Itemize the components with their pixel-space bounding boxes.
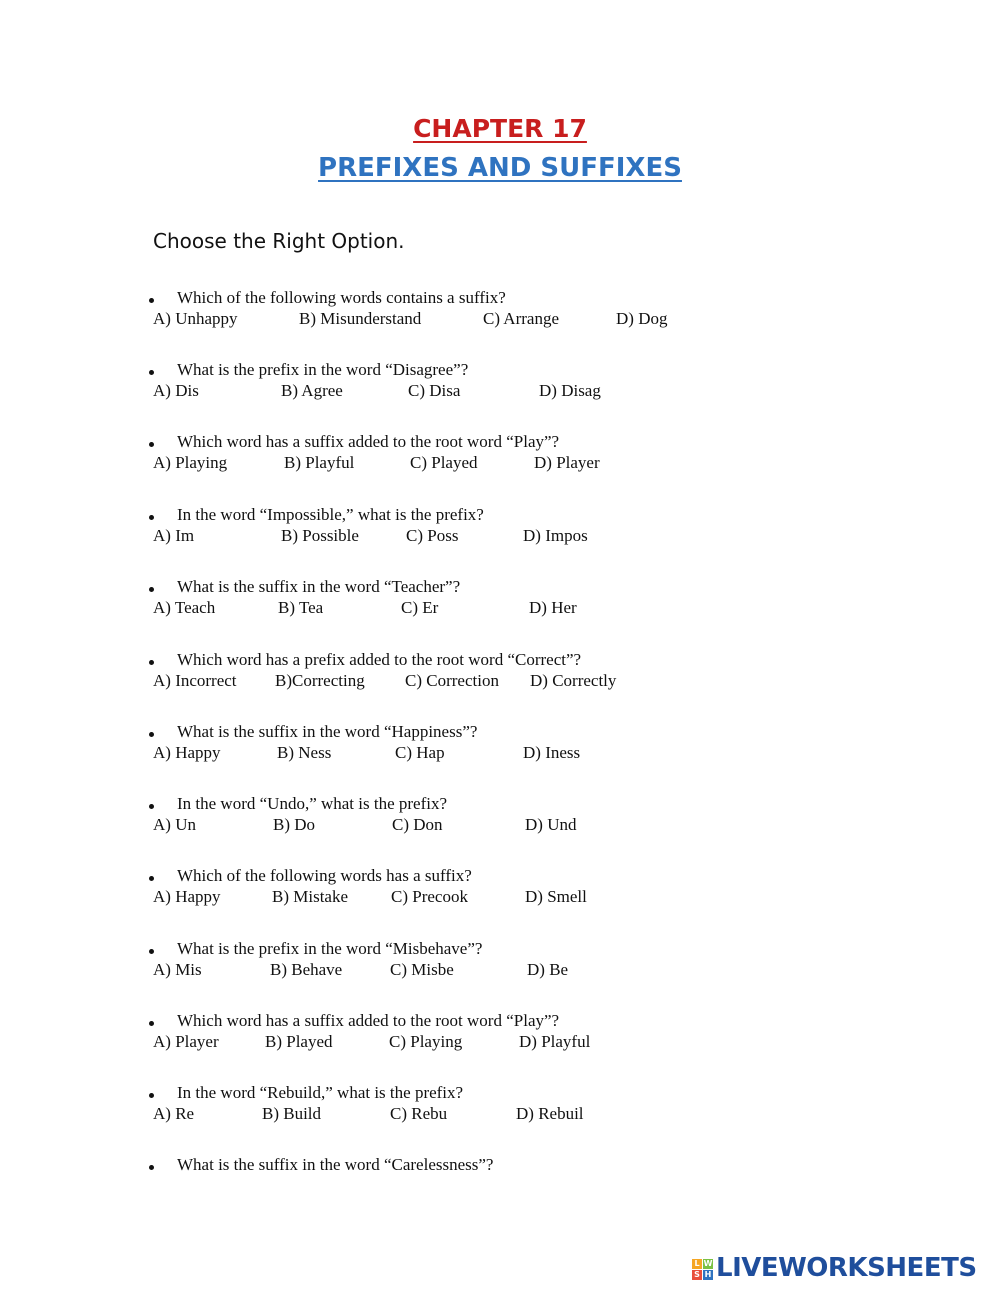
question-text: What is the prefix in the word “Disagree”? bbox=[177, 360, 469, 379]
bullet-icon bbox=[149, 587, 154, 592]
question-item bbox=[0, 360, 1000, 412]
question-item bbox=[0, 432, 1000, 484]
option-a[interactable]: A) Dis bbox=[153, 381, 199, 400]
option-c[interactable]: C) Playing bbox=[389, 1032, 463, 1051]
option-c[interactable]: C) Rebu bbox=[390, 1104, 448, 1123]
option-d[interactable]: D) Her bbox=[529, 598, 577, 617]
option-d[interactable]: D) Playful bbox=[519, 1032, 591, 1051]
bullet-icon bbox=[149, 660, 154, 665]
question-item bbox=[0, 794, 1000, 846]
chapter-heading: CHAPTER 17 bbox=[413, 114, 587, 143]
liveworksheets-logo-icon bbox=[692, 1259, 714, 1281]
option-d[interactable]: D) Be bbox=[527, 960, 569, 979]
question-item bbox=[0, 577, 1000, 629]
bullet-icon bbox=[149, 370, 154, 375]
option-c[interactable]: C) Precook bbox=[391, 887, 468, 906]
option-a[interactable]: A) Happy bbox=[153, 887, 221, 906]
option-b[interactable]: B) Played bbox=[265, 1032, 333, 1051]
logo-tile-w: W bbox=[703, 1259, 713, 1268]
option-a[interactable]: A) Re bbox=[153, 1104, 195, 1123]
option-c[interactable]: C) Disa bbox=[408, 381, 461, 400]
option-d[interactable]: D) Dog bbox=[616, 309, 668, 328]
question-text: Which word has a suffix added to the root word “Play”? bbox=[177, 432, 560, 451]
question-item bbox=[0, 1083, 1000, 1135]
option-d[interactable]: D) Correctly bbox=[530, 671, 617, 690]
option-b[interactable]: B) Misunderstand bbox=[299, 309, 422, 328]
option-d[interactable]: D) Rebuil bbox=[516, 1104, 584, 1123]
question-item bbox=[0, 939, 1000, 991]
bullet-icon bbox=[149, 1165, 154, 1170]
bullet-icon bbox=[149, 949, 154, 954]
option-b[interactable]: B) Tea bbox=[278, 598, 324, 617]
option-b[interactable]: B) Build bbox=[262, 1104, 322, 1123]
question-text: What is the suffix in the word “Carelessness”? bbox=[177, 1155, 494, 1174]
option-b[interactable]: B)Correcting bbox=[275, 671, 365, 690]
option-d[interactable]: D) Smell bbox=[525, 887, 587, 906]
option-d[interactable]: D) Und bbox=[525, 815, 577, 834]
logo-tile-h: H bbox=[704, 1270, 712, 1279]
option-b[interactable]: B) Playful bbox=[284, 453, 355, 472]
option-a[interactable]: A) Happy bbox=[153, 743, 221, 762]
option-c[interactable]: C) Poss bbox=[406, 526, 459, 545]
question-text: Which word has a prefix added to the root word “Correct”? bbox=[177, 650, 582, 669]
question-text: What is the suffix in the word “Teacher”? bbox=[177, 577, 461, 596]
question-text: In the word “Rebuild,” what is the prefix? bbox=[177, 1083, 464, 1102]
option-b[interactable]: B) Agree bbox=[281, 381, 343, 400]
option-b[interactable]: B) Ness bbox=[277, 743, 332, 762]
instruction-text: Choose the Right Option. bbox=[153, 229, 405, 253]
question-text: What is the prefix in the word “Misbehave”? bbox=[177, 939, 483, 958]
option-a[interactable]: A) Unhappy bbox=[153, 309, 238, 328]
bullet-icon bbox=[149, 1093, 154, 1098]
question-item bbox=[0, 866, 1000, 918]
bullet-icon bbox=[149, 804, 154, 809]
option-a[interactable]: A) Incorrect bbox=[153, 671, 237, 690]
question-text: Which word has a suffix added to the root word “Play”? bbox=[177, 1011, 560, 1030]
question-text: What is the suffix in the word “Happiness”? bbox=[177, 722, 478, 741]
option-a[interactable]: A) Im bbox=[153, 526, 195, 545]
option-b[interactable]: B) Do bbox=[273, 815, 316, 834]
bullet-icon bbox=[149, 298, 154, 303]
bullet-icon bbox=[149, 876, 154, 881]
option-d[interactable]: D) Impos bbox=[523, 526, 588, 545]
question-item bbox=[0, 505, 1000, 557]
option-d[interactable]: D) Iness bbox=[523, 743, 581, 762]
option-a[interactable]: A) Teach bbox=[153, 598, 216, 617]
option-d[interactable]: D) Player bbox=[534, 453, 600, 472]
topic-heading: PREFIXES AND SUFFIXES bbox=[318, 153, 682, 183]
liveworksheets-logo[interactable] bbox=[692, 1253, 992, 1285]
option-a[interactable]: A) Playing bbox=[153, 453, 228, 472]
question-text: Which of the following words contains a suffix? bbox=[177, 288, 506, 307]
option-a[interactable]: A) Un bbox=[153, 815, 196, 834]
question-item bbox=[0, 650, 1000, 702]
question-text: In the word “Impossible,” what is the prefix? bbox=[177, 505, 484, 524]
option-c[interactable]: C) Arrange bbox=[483, 309, 560, 328]
bullet-icon bbox=[149, 1021, 154, 1026]
option-c[interactable]: C) Misbe bbox=[390, 960, 454, 979]
option-d[interactable]: D) Disag bbox=[539, 381, 601, 400]
question-item bbox=[0, 288, 1000, 340]
option-c[interactable]: C) Don bbox=[392, 815, 443, 834]
logo-tile-l: L bbox=[692, 1259, 702, 1269]
bullet-icon bbox=[149, 732, 154, 737]
option-c[interactable]: C) Er bbox=[401, 598, 439, 617]
question-text: In the word “Undo,” what is the prefix? bbox=[177, 794, 448, 813]
bullet-icon bbox=[149, 442, 154, 447]
question-item bbox=[0, 722, 1000, 774]
bullet-icon bbox=[149, 515, 154, 520]
option-c[interactable]: C) Hap bbox=[395, 743, 445, 762]
option-a[interactable]: A) Mis bbox=[153, 960, 202, 979]
question-text: Which of the following words has a suffix? bbox=[177, 866, 472, 885]
option-c[interactable]: C) Correction bbox=[405, 671, 499, 690]
option-c[interactable]: C) Played bbox=[410, 453, 478, 472]
logo-tile-s: S bbox=[692, 1270, 702, 1280]
option-b[interactable]: B) Possible bbox=[281, 526, 359, 545]
question-item bbox=[0, 1155, 1000, 1207]
option-a[interactable]: A) Player bbox=[153, 1032, 219, 1051]
option-b[interactable]: B) Mistake bbox=[272, 887, 349, 906]
option-b[interactable]: B) Behave bbox=[270, 960, 343, 979]
question-item bbox=[0, 1011, 1000, 1063]
brand-name: LIVEWORKSHEETS bbox=[716, 1253, 977, 1283]
